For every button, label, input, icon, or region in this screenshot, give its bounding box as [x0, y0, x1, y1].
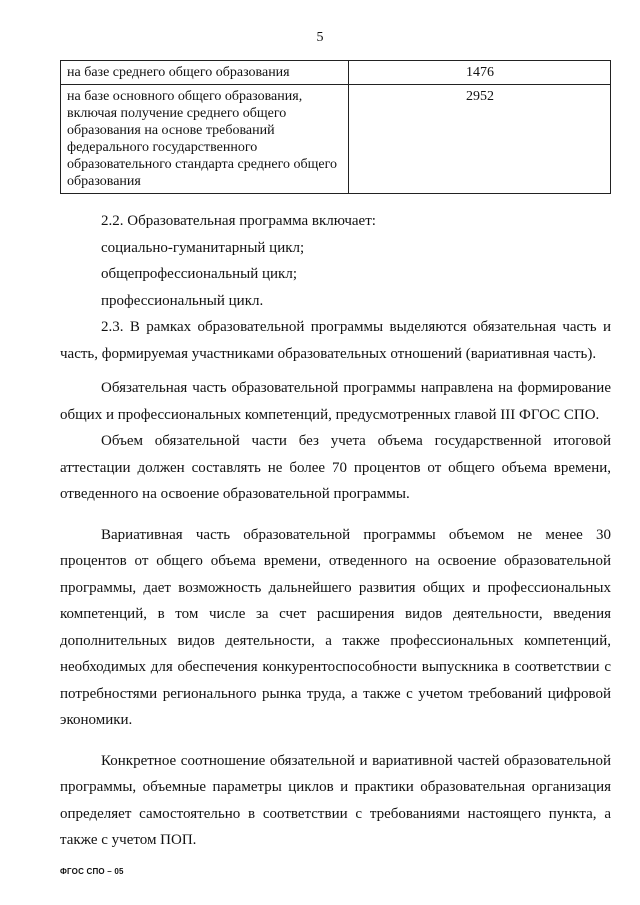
- paragraph-mandatory-volume: Объем обязательной части без учета объема государственной итоговой аттестации должен составлять не более 70 процентов от общего объема времени, отведенного на освоение образовательной программы.: [60, 433, 611, 502]
- paragraph-mandatory-part: Обязательная часть образовательной программы направлена на формирование общих и профессиональных компетенций, предусмотренных главой III ФГОС СПО.: [60, 380, 611, 423]
- table-cell-label: на базе основного общего образования, включая получение среднего общего образования на основе требований федерального государственного образовательного стандарта среднего общего образования: [61, 85, 349, 194]
- table-cell-value: 2952: [349, 85, 611, 194]
- table-cell-value: 1476: [349, 61, 611, 85]
- paragraph-variable-part: Вариативная часть образовательной программы объемом не менее 30 процентов от общего объема времени, отведенного на освоение образовательной программы, дает возможность дальнейшего развития общих и профессиональных компетенций, в том числе за счет расширения видов деятельности, введения дополнительных видов деятельности, а также профессиональных компетенций, необходимых для обеспечения конкурентоспособности выпускника в соответствии с потребностями регионального рынка труда, а также с учетом требований цифровой экономики.: [60, 526, 611, 728]
- paragraph-cycle-general-professional: общепрофессиональный цикл;: [101, 266, 297, 282]
- paragraph-ratio: Конкретное соотношение обязательной и вариативной частей образовательной программы, объемные параметры циклов и практики образовательная организация определяет самостоятельно в соответствии с требованиями настоящего пункта, а также с учетом ПОП.: [60, 752, 611, 848]
- table-row: [61, 61, 611, 85]
- paragraph-cycle-social: социально-гуманитарный цикл;: [101, 239, 305, 256]
- footer-code: ФГОС СПО – 05: [60, 867, 124, 876]
- paragraph-cycle-professional: профессиональный цикл.: [101, 292, 264, 309]
- table-row: [61, 85, 611, 194]
- document-body: [60, 208, 611, 854]
- paragraph-2-3: 2.3. В рамках образовательной программы выделяются обязательная часть и часть, формируемая участниками образовательных отношений (вариативная часть).: [60, 319, 611, 362]
- table-cell-label: на базе среднего общего образования: [61, 61, 349, 85]
- hours-table: [60, 60, 611, 194]
- page-number: 5: [316, 30, 324, 45]
- paragraph-program-includes: 2.2. Образовательная программа включает:: [101, 213, 376, 229]
